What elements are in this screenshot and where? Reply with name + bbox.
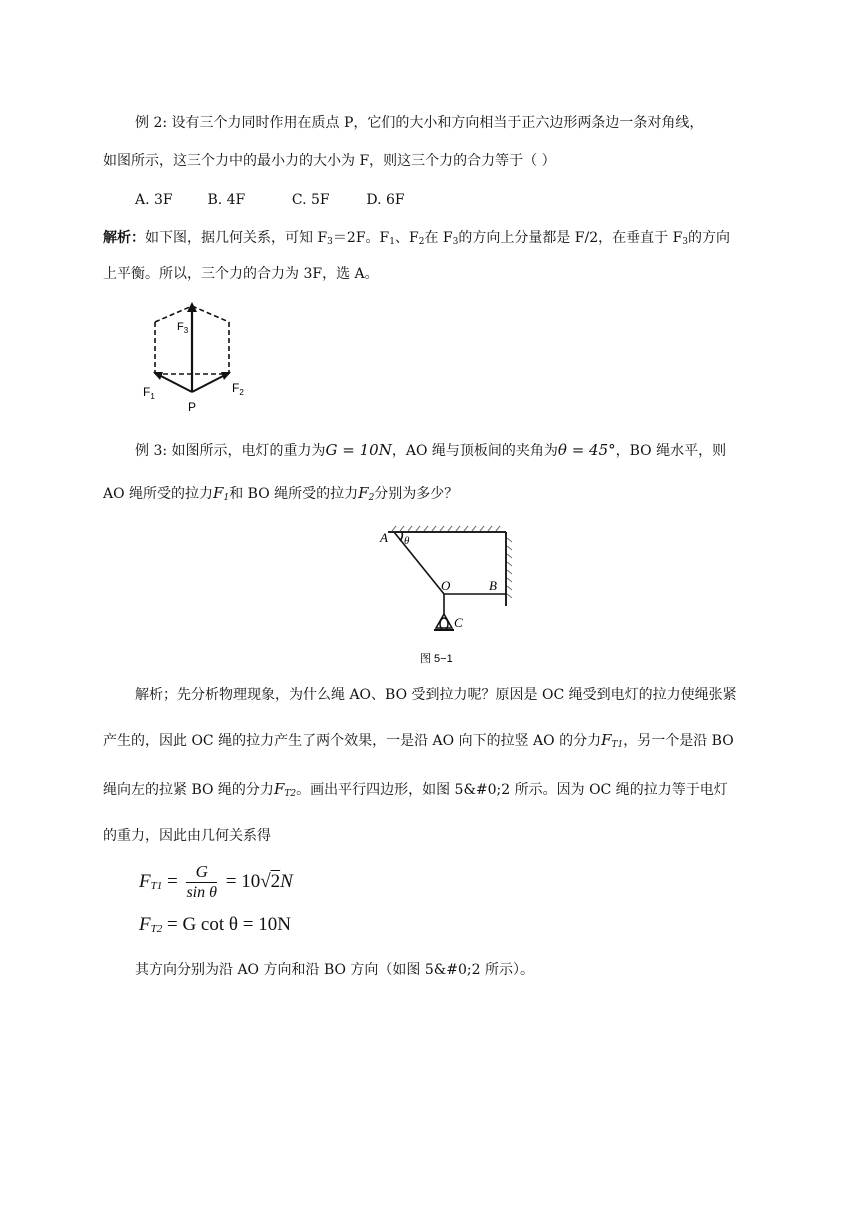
force-symbol: F	[213, 484, 224, 502]
analysis-text: 绳向左的拉紧 BO 绳的分力	[103, 782, 274, 798]
eq-rhs: = G cot θ = 10N	[166, 914, 291, 935]
label-f1: $F_1$	[143, 385, 155, 401]
sub: 2	[418, 237, 425, 247]
sub: T1	[150, 879, 163, 892]
analysis-p3	[103, 779, 728, 800]
denominator: sin θ	[186, 884, 217, 901]
sub: 1	[389, 237, 395, 247]
analysis-text-a: 如下图，据几何关系，可知 F	[145, 230, 328, 246]
fraction	[186, 862, 217, 903]
lamp	[434, 614, 454, 630]
gravity-expression: G = 10N	[325, 441, 392, 459]
sub: 3	[327, 237, 333, 247]
sub: 2	[368, 493, 375, 503]
force-symbol: F	[601, 731, 612, 749]
analysis-p2	[103, 730, 734, 751]
analysis-p1: 解析；先分析物理现象，为什么绳 AO、BO 受到拉力呢？原因是 OC 绳受到电灯的拉力使绳张紧	[135, 687, 737, 703]
ex3-text-c: ，BO 绳水平，则	[615, 443, 727, 459]
analysis-text: ，另一个是沿 BO	[623, 733, 734, 749]
label-a: A	[380, 530, 388, 545]
ex3-line2	[103, 483, 458, 504]
ex2-line4: 上平衡。所以，三个力的合力为 3F，选 A。	[103, 266, 379, 282]
ex3-text-b: ，AO 绳与顶板间的夹角为	[391, 443, 558, 459]
label-f2: $F_2$	[232, 381, 244, 397]
label-p: P	[188, 400, 197, 414]
ex3-text-f: 分别为多少？	[374, 486, 459, 502]
sub: 3	[452, 237, 459, 247]
analysis-label: 解析：	[103, 230, 145, 246]
eq-symbol: F	[139, 914, 151, 935]
f1-arrow	[157, 374, 192, 392]
analysis-text-f: 的方向	[688, 230, 731, 246]
hex-edge	[192, 306, 229, 322]
rope-ao	[394, 532, 444, 594]
force-ft2	[274, 780, 296, 798]
eq-symbol: F	[139, 870, 151, 892]
figure-caption: 图 5−1	[420, 653, 453, 665]
analysis-text: 产生的，因此 OC 绳的拉力产生了两个效果，一是沿 AO 向下的拉竖 AO 的分力	[103, 733, 602, 749]
force-ft1	[601, 731, 623, 749]
equation-ft1: $F_{T1}$ = $\frac{G}{\text{sin θ}}$ = 10√2N	[139, 862, 293, 901]
option-b: B. 4F	[207, 192, 246, 208]
eq-rhs: = 10	[225, 870, 261, 892]
analysis-text: 。画出平行四边形，如图 5&#0;2 所示。因为 OC 绳的拉力等于电灯	[296, 782, 728, 798]
unit: N	[280, 870, 293, 892]
ex2-options	[135, 190, 405, 210]
angle-expression: θ = 45°	[557, 441, 616, 459]
sub: 3	[682, 237, 689, 247]
analysis-text-c: 、F	[394, 230, 419, 246]
analysis-p4: 的重力，因此由几何关系得	[103, 828, 271, 844]
numerator: G	[186, 862, 217, 883]
option-a: A. 3F	[135, 192, 173, 208]
ex3-text-d: AO 绳所受的拉力	[103, 486, 214, 502]
label-o: O	[441, 578, 451, 593]
label-f3: $F_3$	[177, 321, 189, 335]
label-c: C	[454, 615, 463, 630]
analysis-text-d: 在 F	[424, 230, 453, 246]
sub: T2	[150, 923, 163, 935]
ex2-line2: 如图所示，这三个力中的最小力的大小为 F，则这三个力的合力等于（ ）	[103, 153, 556, 169]
analysis-final: 其方向分别为沿 AO 方向和沿 BO 方向（如图 5&#0;2 所示）。	[135, 962, 534, 978]
f2-arrowhead	[221, 372, 231, 380]
ex2-analysis-line	[103, 228, 730, 248]
analysis-text-b: ＝2F。F	[332, 230, 390, 246]
ex3-text-a: 例 3: 如图所示，电灯的重力为	[135, 443, 326, 459]
force-f2	[358, 484, 374, 502]
ex2-line1: 例 2: 设有三个力同时作用在质点 P，它们的大小和方向相当于正六边形两条边一条对角线，	[135, 115, 704, 131]
f2-arrow	[192, 374, 227, 392]
option-c: C. 5F	[291, 192, 330, 208]
hex-edge	[155, 306, 192, 322]
force-symbol: F	[358, 484, 369, 502]
sub: T2	[284, 789, 297, 799]
sqrt-arg: 2	[270, 870, 281, 892]
sub: 1	[223, 493, 230, 503]
equation-ft2	[139, 914, 291, 936]
ex3-line1	[135, 440, 726, 461]
f1-arrowhead	[153, 372, 163, 380]
force-symbol: F	[273, 780, 285, 798]
angle-arc	[400, 532, 402, 541]
option-d: D. 6F	[366, 192, 405, 208]
force-f1	[213, 484, 229, 502]
lamp-figure	[376, 524, 516, 666]
ex3-text-e: 和 BO 绳所受的拉力	[229, 486, 359, 502]
hexagon-force-figure	[135, 296, 255, 414]
label-theta: θ	[404, 535, 410, 547]
label-b: B	[489, 578, 497, 593]
sub: T1	[611, 740, 624, 750]
analysis-text-e: 的方向上分量都是 F/2，在垂直于 F	[458, 230, 683, 246]
